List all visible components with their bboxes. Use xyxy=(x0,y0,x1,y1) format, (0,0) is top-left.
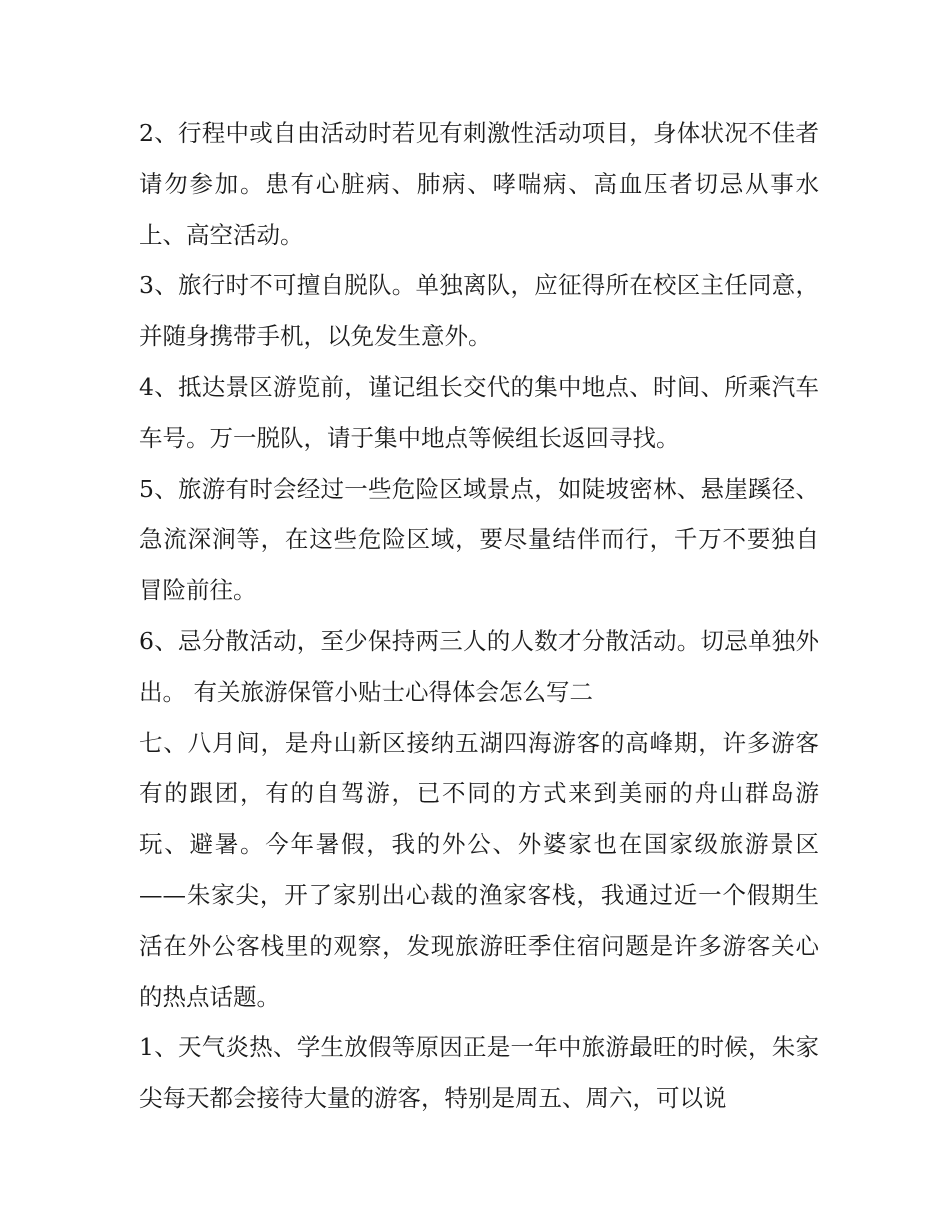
document-body xyxy=(139,108,819,1124)
paragraph-intro-part-two: 七、八月间，是舟山新区接纳五湖四海游客的高峰期，许多游客有的跟团，有的自驾游，已不同的方式来到美丽的舟山群岛游玩、避暑。今年暑假，我的外公、外婆家也在国家级旅游景区——朱家尖，开了家别出心裁的渔家客栈，我通过近一个假期生活在外公客栈里的观察，发现旅游旺季住宿问题是许多游客关心的热点话题。 xyxy=(139,728,819,1011)
paragraph-item-1: 1、天气炎热、学生放假等原因正是一年中旅游最旺的时候，朱家尖每天都会接待大量的游客，特别是周五、周六，可以说 xyxy=(139,1033,819,1113)
paragraph-item-3: 3、旅行时不可擅自脱队。单独离队，应征得所在校区主任同意，并随身携带手机，以免发生意外。 xyxy=(139,271,819,351)
paragraph-item-2: 2、行程中或自由活动时若见有刺激性活动项目，身体状况不佳者请勿参加。患有心脏病、肺病、哮喘病、高血压者切忌从事水上、高空活动。 xyxy=(139,119,819,249)
paragraph-item-6: 6、忌分散活动，至少保持两三人的人数才分散活动。切忌单独外出。 有关旅游保管小贴士心得体会怎么写二 xyxy=(139,626,819,706)
paragraph-item-4: 4、抵达景区游览前，谨记组长交代的集中地点、时间、所乘汽车车号。万一脱队，请于集中地点等候组长返回寻找。 xyxy=(139,372,819,452)
paragraph-item-5: 5、旅游有时会经过一些危险区域景点，如陡坡密林、悬崖蹊径、急流深涧等，在这些危险区域，要尽量结伴而行，千万不要独自冒险前往。 xyxy=(139,474,819,605)
